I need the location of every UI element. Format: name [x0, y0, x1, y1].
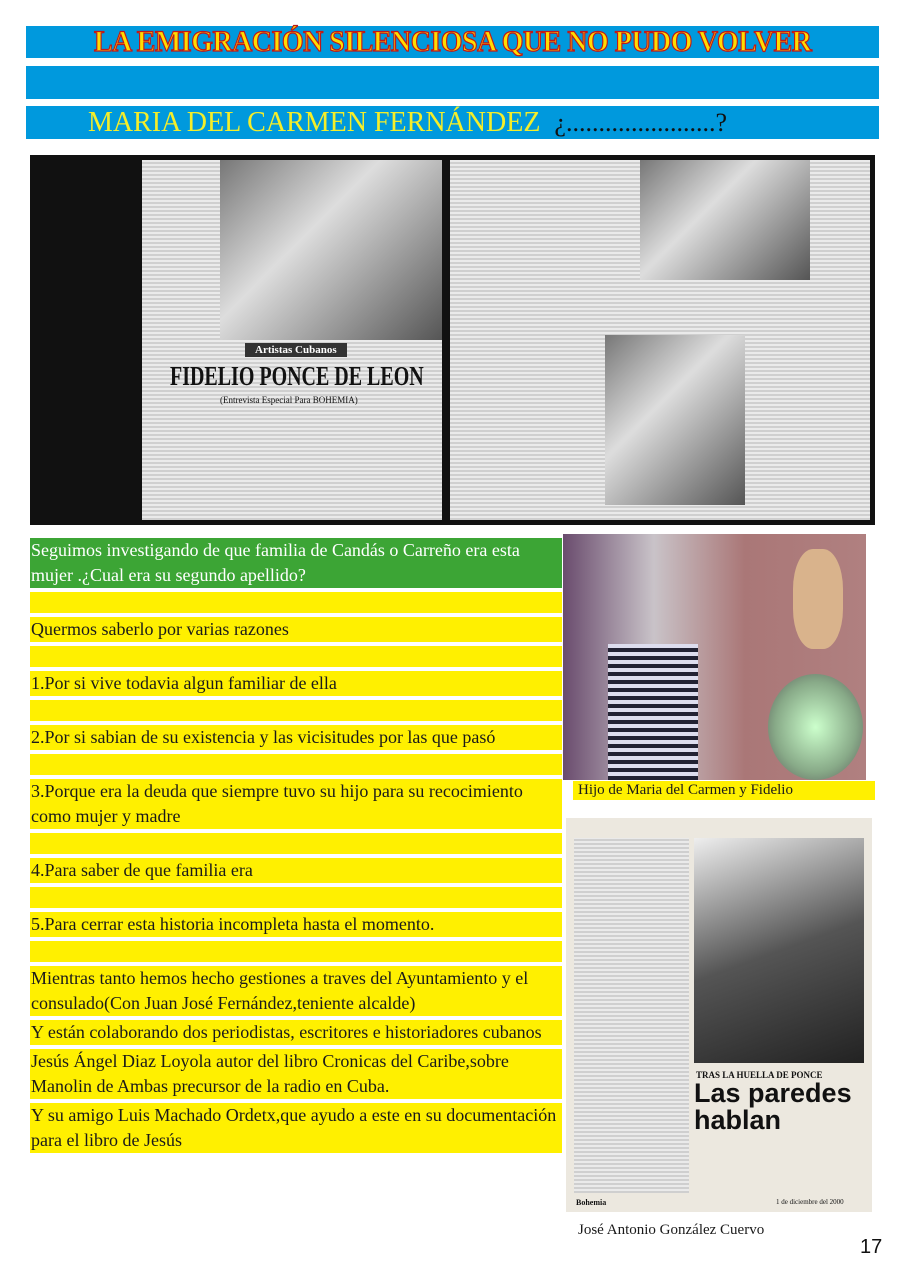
subtitle-question: ¿.......................? [554, 107, 728, 137]
clipping-magazine: Bohemia [576, 1198, 607, 1207]
paragraph: Y están colaborando dos periodistas, escritores e historiadores cubanos [30, 1020, 562, 1045]
clipping-headline: Las paredes hablan [694, 1078, 852, 1135]
lead-text: Quermos saberlo por varias razones [30, 617, 562, 642]
empty-band [30, 592, 562, 613]
son-photo [563, 534, 866, 780]
reason-5: 5.Para cerrar esta historia incompleta hasta el momento. [30, 912, 562, 937]
empty-band [30, 700, 562, 721]
photo [640, 160, 810, 280]
old-man-photo [694, 838, 864, 1063]
empty-band [30, 646, 562, 667]
title-banner [26, 26, 879, 58]
article-text [30, 538, 562, 1157]
magazine-clipping-image [566, 818, 872, 1212]
page-title: LA EMIGRACIÓN SILENCIOSA QUE NO PUDO VOLVER [93, 25, 812, 58]
clipping-headline: FIDELIO PONCE DE LEON [170, 361, 424, 391]
clipping-section: Artistas Cubanos [245, 343, 347, 357]
clipping-date: 1 de diciembre del 2000 [776, 1198, 844, 1206]
photo [605, 335, 745, 505]
paragraph: Y su amigo Luis Machado Ordetx,que ayudo a este en su documentación para el libro de Jesús [30, 1103, 562, 1153]
empty-band [30, 754, 562, 775]
reason-1: 1.Por si vive todavia algun familiar de ella [30, 671, 562, 696]
subtitle-banner [26, 106, 879, 139]
reason-2: 2.Por si sabian de su existencia y las vicisitudes por las que pasó [30, 725, 562, 750]
reason-3: 3.Porque era la deuda que siempre tuvo su hijo para su recocimiento como mujer y madre [30, 779, 562, 829]
photo-caption: Hijo de Maria del Carmen y Fidelio [573, 781, 875, 800]
clipping-kicker: TRAS LA HUELLA DE PONCE [696, 1070, 823, 1080]
blue-band [26, 66, 879, 99]
portrait-photo [220, 160, 442, 340]
subtitle: MARIA DEL CARMEN FERNÁNDEZ [88, 106, 541, 138]
paragraph: Jesús Ángel Diaz Loyola autor del libro Cronicas del Caribe,sobre Manolin de Ambas precursor de la radio en Cuba. [30, 1049, 562, 1099]
empty-band [30, 833, 562, 854]
reason-4: 4.Para saber de que familia era [30, 858, 562, 883]
empty-band [30, 887, 562, 908]
clipping-byline: (Entrevista Especial Para BOHEMIA) [220, 395, 358, 405]
intro-text: Seguimos investigando de que familia de Candás o Carreño era esta mujer .¿Cual era su segundo apellido? [30, 538, 562, 588]
newspaper-clipping-image [30, 155, 875, 525]
page-number: 17 [860, 1236, 883, 1258]
empty-band [30, 941, 562, 962]
author: José Antonio González Cuervo [578, 1222, 765, 1238]
paragraph: Mientras tanto hemos hecho gestiones a traves del Ayuntamiento y el consulado(Con Juan José Fernández,teniente alcalde) [30, 966, 562, 1016]
